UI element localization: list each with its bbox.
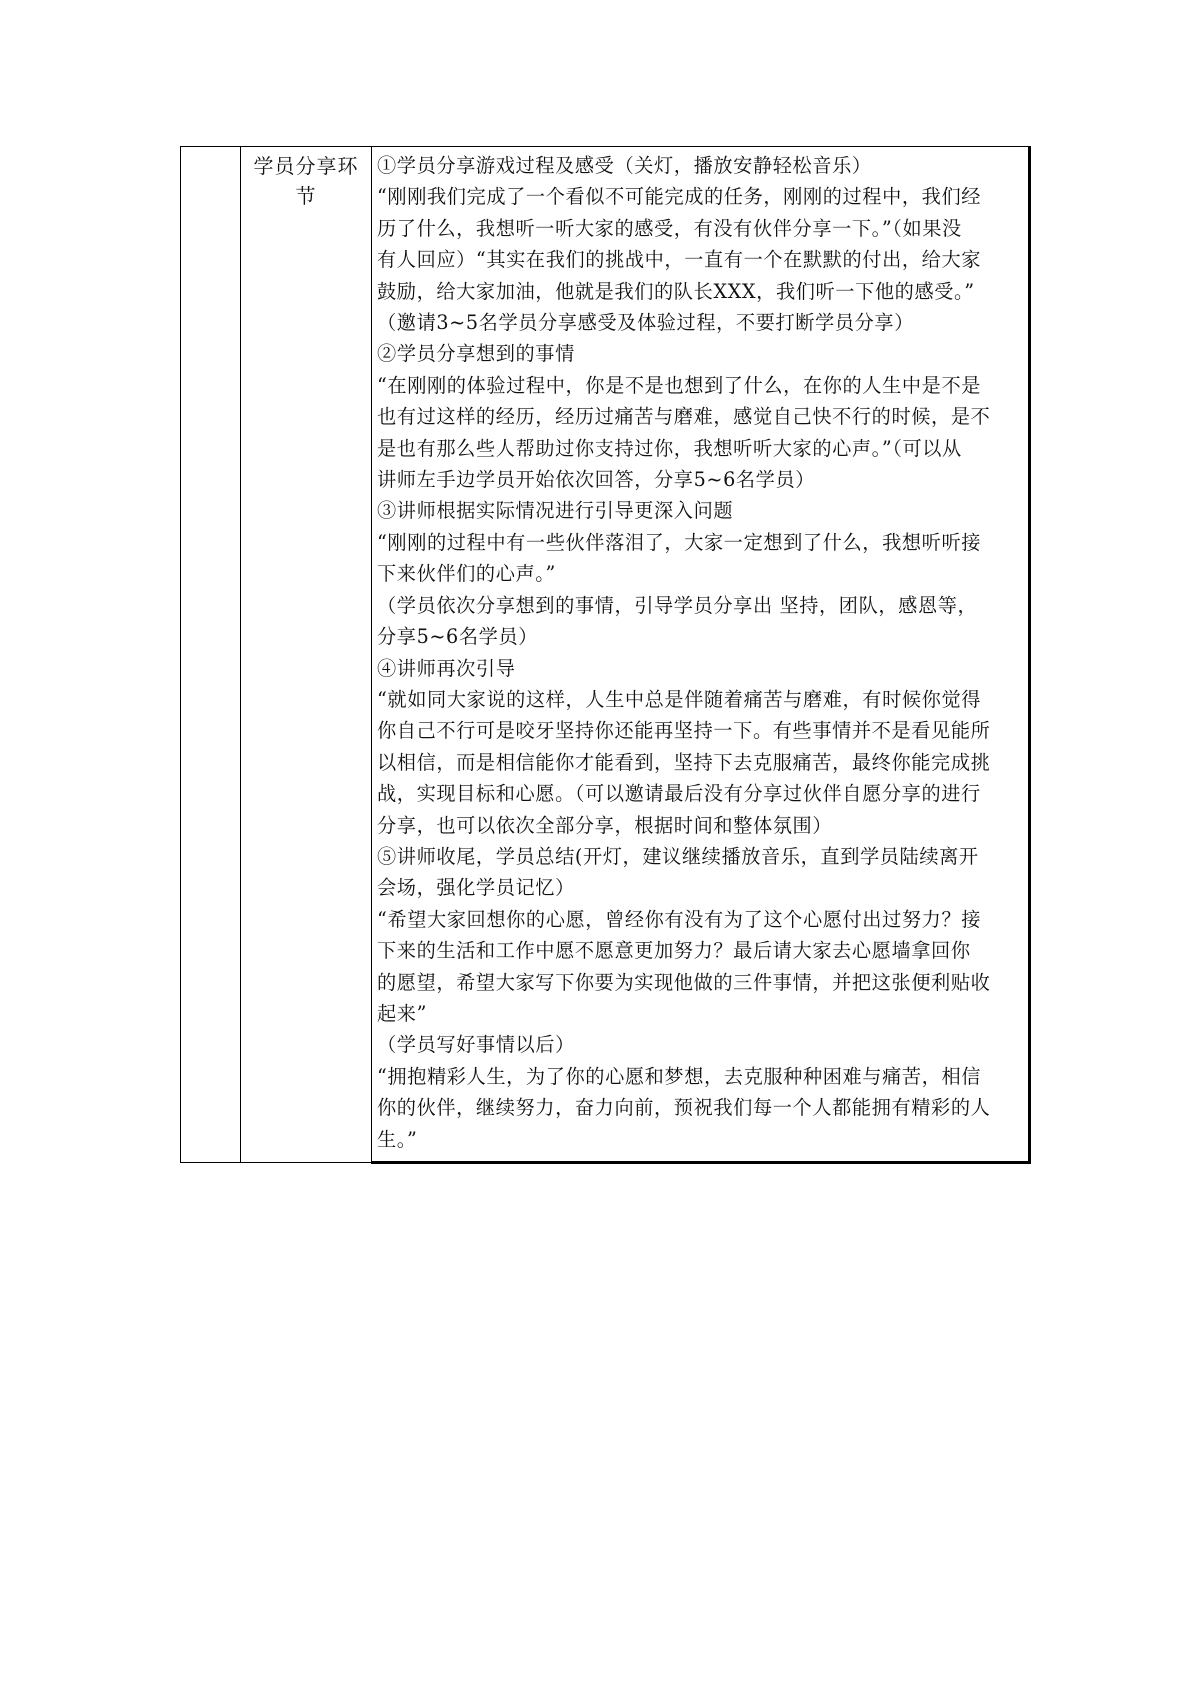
content-line: 你的伙伴，继续努力，奋力向前，预祝我们每一个人都能拥有精彩的人: [377, 1096, 991, 1120]
content-line: 下来伙伴们的心声。”: [377, 562, 556, 586]
content-line: “就如同大家说的这样，人生中总是伴随着痛苦与磨难，有时候你觉得: [377, 687, 982, 711]
content-line: 有人回应）“其实在我们的挑战中，一直有一个在默默的付出，给大家: [377, 248, 982, 272]
empty-cell: [181, 147, 241, 1163]
content-line: ①学员分享游戏过程及感受（关灯，播放安静轻松音乐）: [377, 154, 872, 177]
table-row: [181, 147, 1030, 1163]
content-line: “希望大家回想你的心愿，曾经你有没有为了这个心愿付出过努力？接: [377, 907, 982, 931]
content-line: 你自己不行可是咬牙坚持你还能再坚持一下。有些事情并不是看见能所: [377, 719, 991, 743]
content-line: ③讲师根据实际情况进行引导更深入问题: [377, 499, 734, 523]
content-line: “拥抱精彩人生，为了你的心愿和梦想，去克服种种困难与痛苦，相信: [377, 1064, 982, 1088]
content-line: 以相信，而是相信能你才能看到，坚持下去克服痛苦，最终你能完成挑: [377, 750, 991, 774]
content-line: 鼓励，给大家加油，他就是我们的队长XXX，我们听一下他的感受。”: [377, 279, 975, 303]
content-line: 下来的生活和工作中愿不愿意更加努力？最后请大家去心愿墙拿回你: [377, 939, 971, 963]
lesson-plan-table: [180, 146, 1031, 1164]
section-label-cell: [241, 147, 372, 1163]
content-line: 分享5~6名学员）: [377, 625, 539, 649]
content-line: 会场，强化学员记忆）: [377, 876, 575, 900]
content-line: ④讲师再次引导: [377, 656, 516, 680]
content-line: 战，实现目标和心愿。（可以邀请最后没有分享过伙伴自愿分享的进行: [377, 782, 981, 806]
content-line: 讲师左手边学员开始依次回答，分享5~6名学员）: [377, 468, 816, 492]
content-line: （学员写好事情以后）: [377, 1033, 575, 1057]
content-line: “刚刚我们完成了一个看似不可能完成的任务，刚刚的过程中，我们经: [377, 185, 982, 209]
content-cell: [372, 147, 1030, 1163]
content-line: ②学员分享想到的事情: [377, 342, 575, 366]
content-line: 也有过这样的经历，经历过痛苦与磨难，感觉自己快不行的时候，是不: [377, 405, 991, 429]
content-line: 起来”: [377, 1001, 427, 1025]
content-line: 的愿望，希望大家写下你要为实现他做的三件事情，并把这张便利贴收: [377, 970, 991, 994]
section-label: 学员分享环节: [253, 154, 359, 208]
content-lines: [372, 147, 1028, 1155]
content-line: “刚刚的过程中有一些伙伴落泪了，大家一定想到了什么，我想听听接: [377, 530, 982, 554]
content-line: ⑤讲师收尾，学员总结(开灯，建议继续播放音乐，直到学员陆续离开: [377, 844, 979, 868]
content-line: 生。”: [377, 1127, 418, 1151]
content-line: （学员依次分享想到的事情，引导学员分享出 坚持，团队，感恩等，: [377, 593, 978, 617]
content-line: 分享，也可以依次全部分享，根据时间和整体氛围）: [377, 813, 833, 837]
content-line: 是也有那么些人帮助过你支持过你，我想听听大家的心声。”（可以从: [377, 436, 962, 460]
content-line: （邀请3~5名学员分享感受及体验过程，不要打断学员分享）: [377, 311, 914, 335]
content-line: 历了什么，我想听一听大家的感受，有没有伙伴分享一下。”（如果没: [377, 216, 962, 240]
content-line: “在刚刚的体验过程中，你是不是也想到了什么，在你的人生中是不是: [377, 373, 982, 397]
